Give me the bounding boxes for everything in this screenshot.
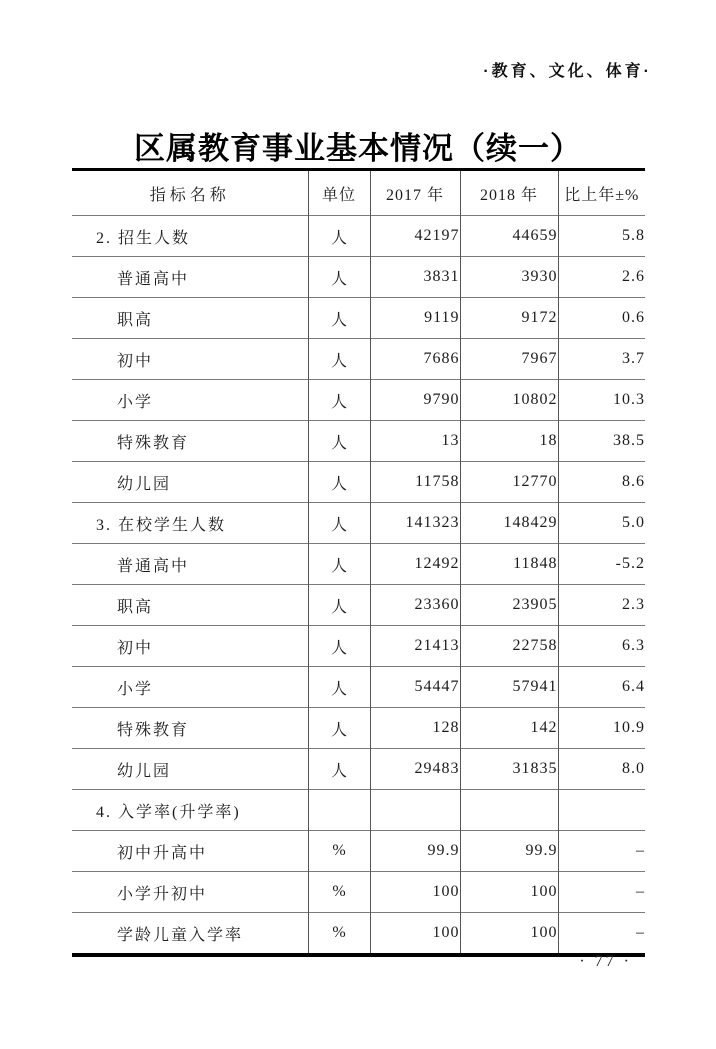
- indicator-cell: 特殊教育: [72, 708, 308, 749]
- page-number: · 77 ·: [579, 953, 632, 970]
- value-2018-cell: [460, 790, 558, 831]
- indicator-cell: 小学升初中: [72, 872, 308, 913]
- unit-cell: 人: [308, 421, 370, 462]
- value-2018-cell: 22758: [460, 626, 558, 667]
- value-2017-cell: 42197: [370, 216, 460, 257]
- value-2017-cell: 3831: [370, 257, 460, 298]
- table-row: [72, 298, 645, 339]
- unit-cell: 人: [308, 257, 370, 298]
- unit-cell: %: [308, 831, 370, 872]
- change-cell: 5.8: [558, 216, 645, 257]
- change-cell: 2.6: [558, 257, 645, 298]
- change-cell: -5.2: [558, 544, 645, 585]
- change-cell: [558, 790, 645, 831]
- change-cell: 10.9: [558, 708, 645, 749]
- change-cell: 6.3: [558, 626, 645, 667]
- value-2018-cell: 11848: [460, 544, 558, 585]
- col-header-2018: 2018 年: [460, 170, 558, 216]
- table-row: [72, 749, 645, 790]
- value-2018-cell: 10802: [460, 380, 558, 421]
- value-2018-cell: 23905: [460, 585, 558, 626]
- table-body: [72, 216, 645, 956]
- unit-cell: 人: [308, 626, 370, 667]
- change-cell: –: [558, 913, 645, 956]
- indicator-cell: 职高: [72, 298, 308, 339]
- value-2017-cell: 23360: [370, 585, 460, 626]
- indicator-cell: 初中: [72, 626, 308, 667]
- header-row: [72, 170, 645, 216]
- unit-cell: 人: [308, 339, 370, 380]
- indicator-cell: 2. 招生人数: [72, 216, 308, 257]
- indicator-cell: 小学: [72, 380, 308, 421]
- unit-cell: 人: [308, 216, 370, 257]
- unit-cell: 人: [308, 585, 370, 626]
- unit-cell: %: [308, 872, 370, 913]
- unit-cell: 人: [308, 708, 370, 749]
- table-header: [72, 170, 645, 216]
- col-header-change: 比上年±%: [558, 170, 645, 216]
- value-2018-cell: 148429: [460, 503, 558, 544]
- value-2017-cell: 141323: [370, 503, 460, 544]
- value-2017-cell: 21413: [370, 626, 460, 667]
- value-2018-cell: 57941: [460, 667, 558, 708]
- unit-cell: 人: [308, 749, 370, 790]
- change-cell: 0.6: [558, 298, 645, 339]
- value-2018-cell: 142: [460, 708, 558, 749]
- table-row: [72, 503, 645, 544]
- indicator-cell: 小学: [72, 667, 308, 708]
- value-2017-cell: 13: [370, 421, 460, 462]
- value-2018-cell: 31835: [460, 749, 558, 790]
- value-2017-cell: 54447: [370, 667, 460, 708]
- section-header: ·教育、文化、体育·: [483, 63, 652, 80]
- indicator-cell: 初中: [72, 339, 308, 380]
- value-2017-cell: 12492: [370, 544, 460, 585]
- value-2017-cell: [370, 790, 460, 831]
- change-cell: 10.3: [558, 380, 645, 421]
- table-row: [72, 913, 645, 956]
- change-cell: –: [558, 872, 645, 913]
- value-2018-cell: 100: [460, 913, 558, 956]
- table-row: [72, 544, 645, 585]
- value-2017-cell: 100: [370, 872, 460, 913]
- table-row: [72, 339, 645, 380]
- unit-cell: 人: [308, 462, 370, 503]
- unit-cell: [308, 790, 370, 831]
- value-2018-cell: 7967: [460, 339, 558, 380]
- value-2017-cell: 128: [370, 708, 460, 749]
- education-stats-table: [72, 168, 645, 957]
- table-row: [72, 790, 645, 831]
- unit-cell: 人: [308, 544, 370, 585]
- value-2017-cell: 99.9: [370, 831, 460, 872]
- change-cell: –: [558, 831, 645, 872]
- value-2017-cell: 7686: [370, 339, 460, 380]
- value-2018-cell: 18: [460, 421, 558, 462]
- indicator-cell: 职高: [72, 585, 308, 626]
- value-2018-cell: 3930: [460, 257, 558, 298]
- col-header-unit: 单位: [308, 170, 370, 216]
- indicator-cell: 幼儿园: [72, 749, 308, 790]
- col-header-2017: 2017 年: [370, 170, 460, 216]
- unit-cell: %: [308, 913, 370, 956]
- indicator-cell: 特殊教育: [72, 421, 308, 462]
- value-2017-cell: 29483: [370, 749, 460, 790]
- unit-cell: 人: [308, 380, 370, 421]
- value-2017-cell: 9790: [370, 380, 460, 421]
- change-cell: 8.0: [558, 749, 645, 790]
- table-row: [72, 462, 645, 503]
- value-2017-cell: 100: [370, 913, 460, 956]
- value-2018-cell: 12770: [460, 462, 558, 503]
- page-title: 区属教育事业基本情况（续一）: [134, 130, 582, 166]
- unit-cell: 人: [308, 667, 370, 708]
- change-cell: 2.3: [558, 585, 645, 626]
- indicator-cell: 学龄儿童入学率: [72, 913, 308, 956]
- change-cell: 8.6: [558, 462, 645, 503]
- indicator-cell: 普通高中: [72, 544, 308, 585]
- change-cell: 6.4: [558, 667, 645, 708]
- table-row: [72, 257, 645, 298]
- table-row: [72, 421, 645, 462]
- change-cell: 3.7: [558, 339, 645, 380]
- table-row: [72, 216, 645, 257]
- value-2018-cell: 44659: [460, 216, 558, 257]
- indicator-cell: 3. 在校学生人数: [72, 503, 308, 544]
- unit-cell: 人: [308, 298, 370, 339]
- table-row: [72, 380, 645, 421]
- indicator-cell: 普通高中: [72, 257, 308, 298]
- change-cell: 38.5: [558, 421, 645, 462]
- change-cell: 5.0: [558, 503, 645, 544]
- table-row: [72, 667, 645, 708]
- indicator-cell: 初中升高中: [72, 831, 308, 872]
- indicator-cell: 幼儿园: [72, 462, 308, 503]
- table-row: [72, 585, 645, 626]
- value-2017-cell: 9119: [370, 298, 460, 339]
- value-2018-cell: 9172: [460, 298, 558, 339]
- value-2018-cell: 100: [460, 872, 558, 913]
- table-row: [72, 626, 645, 667]
- col-header-indicator: 指标名称: [149, 186, 230, 204]
- table-row: [72, 831, 645, 872]
- table-row: [72, 872, 645, 913]
- unit-cell: 人: [308, 503, 370, 544]
- indicator-cell: 4. 入学率(升学率): [72, 790, 308, 831]
- table-row: [72, 708, 645, 749]
- value-2018-cell: 99.9: [460, 831, 558, 872]
- value-2017-cell: 11758: [370, 462, 460, 503]
